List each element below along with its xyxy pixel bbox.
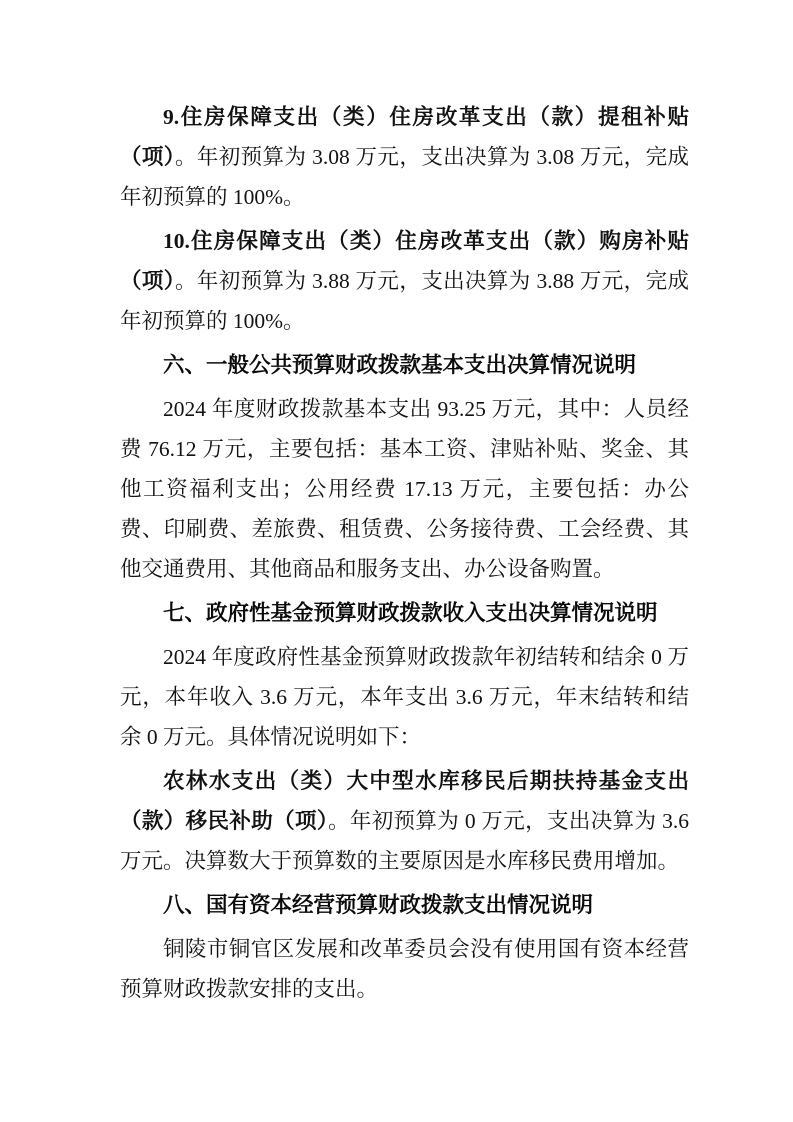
paragraph-item-9-rent-subsidy: [120, 97, 689, 217]
paragraph-body-text: 。年初预算为 3.88 万元，支出决算为 3.88 万元，完成年初预算的 100%。: [120, 269, 689, 333]
section-heading-eight-state-capital: 八、国有资本经营预算财政拨款支出情况说明: [163, 893, 594, 917]
paragraph-bold-lead: 10.住房保障支出（类）住房改革支出（款）购房补贴（项）: [120, 229, 689, 293]
paragraph-government-fund-summary: 2024 年度政府性基金预算财政拨款年初结转和结余 0 万元，本年收入 3.6 万元，本年支出 3.6 万元，年末结转和结余 0 万元。具体情况说明如下：: [120, 645, 689, 749]
paragraph-body-text: 。年初预算为 3.08 万元，支出决算为 3.08 万元，完成年初预算的 100%。: [120, 145, 689, 209]
paragraph-state-capital-statement: 铜陵市铜官区发展和改革委员会没有使用国有资本经营预算财政拨款安排的支出。: [120, 937, 689, 1001]
paragraph-bold-lead: 9.住房保障支出（类）住房改革支出（款）提租补贴（项）: [120, 105, 689, 169]
paragraph-body-text: 。年初预算为 0 万元，支出决算为 3.6 万元。决算数大于预算数的主要原因是水库移民费用增加。: [120, 809, 689, 873]
section-heading-seven-government-fund: 七、政府性基金预算财政拨款收入支出决算情况说明: [163, 601, 658, 625]
section-heading-six-basic-expenditure: 六、一般公共预算财政拨款基本支出决算情况说明: [163, 353, 637, 377]
paragraph-item-10-purchase-subsidy: [120, 221, 689, 341]
paragraph-basic-expenditure-detail: 2024 年度财政拨款基本支出 93.25 万元，其中：人员经费 76.12 万元，主要包括：基本工资、津贴补贴、奖金、其他工资福利支出；公用经费 17.13 万元，主要包括：办公费、印刷费、差旅费、租赁费、公务接待费、工会经费、其他交通费用、其他商品和服务支出、办公设备购置。: [120, 397, 689, 581]
paragraph-reservoir-migrant-subsidy: [120, 761, 689, 881]
paragraph-bold-lead: 农林水支出（类）大中型水库移民后期扶持基金支出（款）移民补助（项）: [120, 769, 689, 833]
